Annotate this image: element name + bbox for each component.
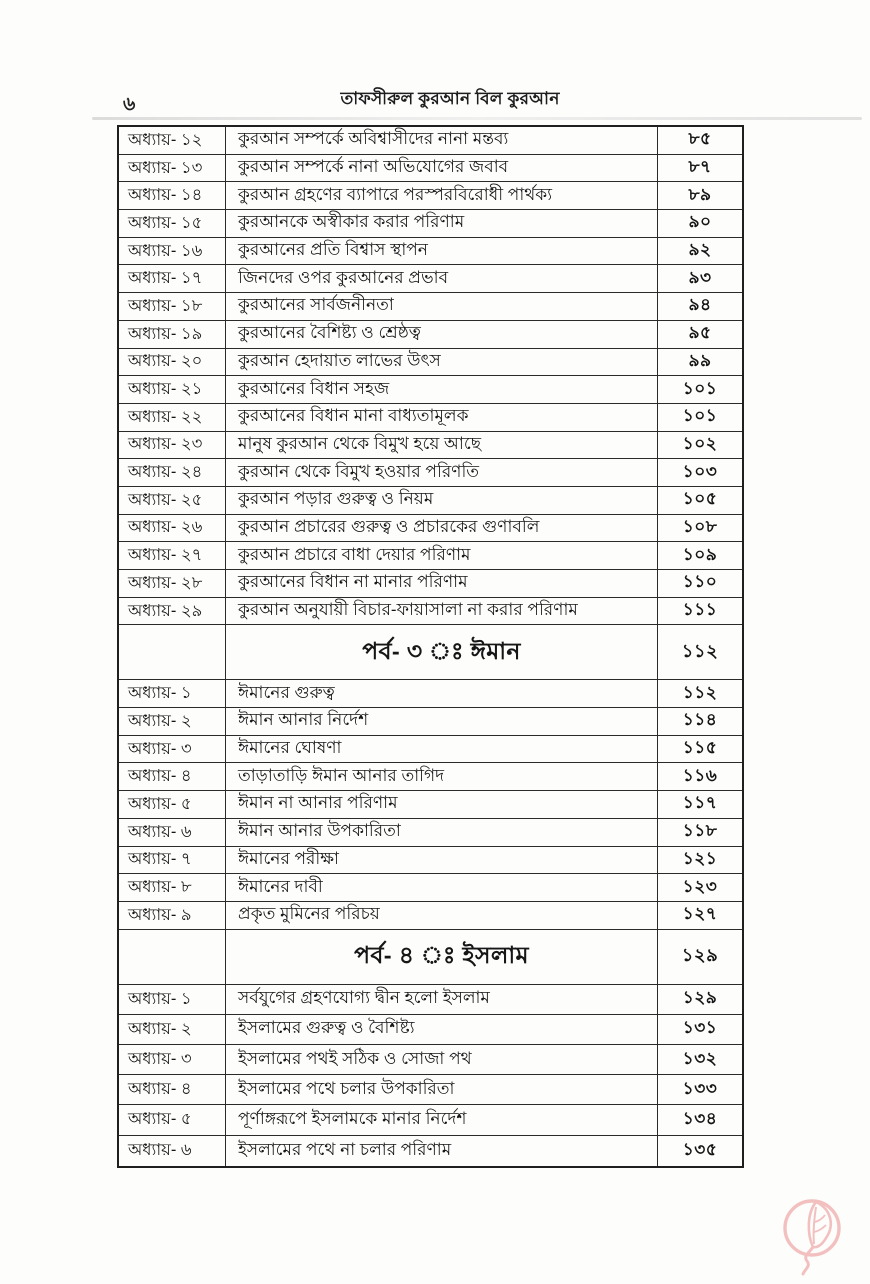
chapter-label: অধ্যায়- ৯ (119, 902, 226, 929)
chapter-title: কুরআন সম্পর্কে অবিশ্বাসীদের নানা মন্তব্য (226, 127, 658, 154)
chapter-label: অধ্যায়- ৪ (119, 763, 226, 790)
toc-row (119, 127, 742, 155)
chapter-title: প্রকৃত মুমিনের পরিচয় (226, 902, 658, 929)
chapter-title: জিনদের ওপর কুরআনের প্রভাব (226, 265, 658, 292)
chapter-label: অধ্যায়- ১৫ (119, 210, 226, 237)
toc-row (119, 515, 742, 543)
toc-row (119, 1105, 742, 1135)
toc-row (119, 570, 742, 598)
page-number-cell: ১১২ (682, 682, 718, 702)
chapter-label: অধ্যায়- ২৬ (119, 515, 226, 542)
chapter-title: কুরআনের বিধান না মানার পরিণাম (226, 570, 658, 597)
scan-artifact-line (92, 117, 862, 120)
toc-row (119, 847, 742, 875)
page-title: তাফসীরুল কুরআন বিল কুরআন (340, 89, 560, 108)
toc-row (119, 902, 742, 930)
chapter-label: অধ্যায়- ৫ (119, 1105, 226, 1134)
toc-row (119, 598, 742, 626)
toc-row (119, 376, 742, 404)
page-number-cell: ১১৫ (682, 738, 718, 758)
page-number-cell: ১১৭ (682, 793, 718, 813)
page-number-cell: ৯০ (688, 212, 712, 232)
chapter-label: অধ্যায়- ১৭ (119, 265, 226, 292)
chapter-label: অধ্যায়- ২৩ (119, 432, 226, 459)
page-number-cell: ১১৬ (682, 765, 718, 785)
page-number-cell: ৯৯ (688, 350, 712, 370)
toc-row (119, 182, 742, 210)
toc-row (119, 293, 742, 321)
section-title: পর্ব- ৩ ঃ ঈমান (226, 625, 658, 679)
page-number-cell: ৮৭ (688, 157, 712, 177)
toc-row (119, 487, 742, 515)
toc-row (119, 542, 742, 570)
page-number-cell: ১২৩ (682, 876, 718, 896)
page-number-cell: ১০৯ (682, 544, 718, 564)
chapter-label (119, 625, 226, 679)
chapter-title: ঈমান আনার নির্দেশ (226, 708, 658, 735)
page-number-cell: ৯৫ (688, 323, 712, 343)
chapter-title: ইসলামের পথে না চলার পরিণাম (226, 1136, 658, 1166)
page-number-cell: ১০২ (682, 433, 718, 453)
page-number-cell: ১১১ (682, 600, 718, 620)
toc-row (119, 708, 742, 736)
chapter-title: ইসলামের পথে চলার উপকারিতা (226, 1075, 658, 1104)
chapter-label: অধ্যায়- ৮ (119, 874, 226, 901)
toc-row (119, 404, 742, 432)
page-number-cell: ১০১ (682, 378, 718, 398)
page-number-cell: ১৩৫ (682, 1139, 718, 1159)
chapter-label: অধ্যায়- ২৯ (119, 598, 226, 625)
toc-row (119, 819, 742, 847)
chapter-label: অধ্যায়- ৩ (119, 736, 226, 763)
chapter-label (119, 930, 226, 984)
chapter-title: কুরআনের সার্বজনীনতা (226, 293, 658, 320)
publisher-quill-leaf-icon (778, 1192, 848, 1278)
chapter-title: তাড়াতাড়ি ঈমান আনার তাগিদ (226, 763, 658, 790)
chapter-title: ইসলামের পথই সঠিক ও সোজা পথ (226, 1045, 658, 1074)
chapter-label: অধ্যায়- ১৪ (119, 182, 226, 209)
chapter-title: ঈমানের পরীক্ষা (226, 847, 658, 874)
page-number: ৬ (123, 94, 136, 115)
page-number-cell: ৮৯ (688, 184, 712, 204)
toc-row (119, 210, 742, 238)
toc-table (117, 125, 744, 1168)
section-title: পর্ব- ৪ ঃ ইসলাম (226, 930, 658, 984)
page-number-cell: ১২১ (682, 848, 718, 868)
page-number-cell: ১১২ (681, 640, 719, 661)
chapter-label: অধ্যায়- ১ (119, 985, 226, 1014)
chapter-label: অধ্যায়- ২ (119, 708, 226, 735)
chapter-title: মানুষ কুরআন থেকে বিমুখ হয়ে আছে (226, 432, 658, 459)
chapter-title: কুরআনের বিধান সহজ (226, 376, 658, 403)
chapter-label: অধ্যায়- ১৮ (119, 293, 226, 320)
chapter-label: অধ্যায়- ২৭ (119, 542, 226, 569)
chapter-label: অধ্যায়- ১৩ (119, 155, 226, 182)
chapter-title: কুরআন পড়ার গুরুত্ব ও নিয়ম (226, 487, 658, 514)
chapter-title: সর্বযুগের গ্রহণযোগ্য দ্বীন হলো ইসলাম (226, 985, 658, 1014)
toc-row (119, 1015, 742, 1045)
chapter-title: কুরআন সম্পর্কে নানা অভিযোগের জবাব (226, 155, 658, 182)
toc-row (119, 680, 742, 708)
page-number-cell: ১৩২ (682, 1048, 718, 1068)
page-number-cell: ১২৯ (682, 988, 718, 1008)
chapter-label: অধ্যায়- ৭ (119, 847, 226, 874)
page-number-cell: ৯৪ (688, 295, 712, 315)
toc-row (119, 155, 742, 183)
chapter-label: অধ্যায়- ২১ (119, 376, 226, 403)
chapter-label: অধ্যায়- ৬ (119, 1136, 226, 1166)
page-number-cell: ১০৩ (682, 461, 718, 481)
toc-row (119, 1045, 742, 1075)
toc-row (119, 459, 742, 487)
toc-section-row (119, 625, 742, 680)
chapter-label: অধ্যায়- ২৮ (119, 570, 226, 597)
page-number-cell: ১০১ (682, 406, 718, 426)
chapter-title: ঈমানের ঘোষণা (226, 736, 658, 763)
chapter-title: কুরআন প্রচারের গুরুত্ব ও প্রচারকের গুণাবলি (226, 515, 658, 542)
toc-section-row (119, 930, 742, 985)
toc-row (119, 736, 742, 764)
toc-row (119, 791, 742, 819)
toc-row (119, 874, 742, 902)
chapter-title: কুরআন প্রচারে বাধা দেয়ার পরিণাম (226, 542, 658, 569)
page-number-cell: ১১৮ (682, 821, 718, 841)
chapter-title: কুরআনের বিধান মানা বাধ্যতামূলক (226, 404, 658, 431)
chapter-label: অধ্যায়- ৬ (119, 819, 226, 846)
chapter-title: ঈমানের গুরুত্ব (226, 680, 658, 707)
toc-row (119, 1136, 742, 1166)
toc-row (119, 265, 742, 293)
chapter-title: কুরআন গ্রহণের ব্যাপারে পরস্পরবিরোধী পার্থক্য (226, 182, 658, 209)
toc-row (119, 321, 742, 349)
page-number-cell: ১১০ (682, 572, 718, 592)
chapter-label: অধ্যায়- ২৫ (119, 487, 226, 514)
chapter-label: অধ্যায়- ১২ (119, 127, 226, 154)
chapter-title: পূর্ণাঙ্গরূপে ইসলামকে মানার নির্দেশ (226, 1105, 658, 1134)
chapter-label: অধ্যায়- ১ (119, 680, 226, 707)
chapter-title: ঈমান আনার উপকারিতা (226, 819, 658, 846)
page-number-cell: ১৩৪ (682, 1108, 718, 1128)
chapter-title: কুরআনকে অস্বীকার করার পরিণাম (226, 210, 658, 237)
toc-row (119, 1075, 742, 1105)
page-number-cell: ৮৫ (688, 129, 712, 149)
chapter-label: অধ্যায়- ৫ (119, 791, 226, 818)
chapter-label: অধ্যায়- ১৯ (119, 321, 226, 348)
chapter-title: কুরআনের বৈশিষ্ট্য ও শ্রেষ্ঠত্ব (226, 321, 658, 348)
toc-row (119, 349, 742, 377)
page-number-cell: ৯৩ (688, 267, 712, 287)
page-number-cell: ১০৮ (682, 516, 718, 536)
page-number-cell: ১২৭ (682, 904, 718, 924)
chapter-label: অধ্যায়- ৩ (119, 1045, 226, 1074)
chapter-title: ইসলামের গুরুত্ব ও বৈশিষ্ট্য (226, 1015, 658, 1044)
page-number-cell: ১০৫ (682, 489, 718, 509)
chapter-label: অধ্যায়- ২৪ (119, 459, 226, 486)
toc-row (119, 432, 742, 460)
chapter-label: অধ্যায়- ৪ (119, 1075, 226, 1104)
chapter-label: অধ্যায়- ২২ (119, 404, 226, 431)
page-number-cell: ১২৯ (681, 945, 719, 966)
toc-row (119, 238, 742, 266)
page-number-cell: ১১৪ (682, 710, 718, 730)
chapter-title: কুরআন অনুযায়ী বিচার-ফায়াসালা না করার পরিণাম (226, 598, 658, 625)
page-number-cell: ৯২ (688, 240, 712, 260)
chapter-label: অধ্যায়- ১৬ (119, 238, 226, 265)
page-number-cell: ১৩১ (682, 1018, 718, 1038)
toc-row (119, 763, 742, 791)
chapter-title: ঈমান না আনার পরিণাম (226, 791, 658, 818)
chapter-label: অধ্যায়- ২০ (119, 349, 226, 376)
chapter-title: কুরআন হেদায়াত লাভের উৎস (226, 349, 658, 376)
page-number-cell: ১৩৩ (682, 1078, 718, 1098)
chapter-title: ঈমানের দাবী (226, 874, 658, 901)
toc-row (119, 985, 742, 1015)
chapter-label: অধ্যায়- ২ (119, 1015, 226, 1044)
chapter-title: কুরআন থেকে বিমুখ হওয়ার পরিণতি (226, 459, 658, 486)
chapter-title: কুরআনের প্রতি বিশ্বাস স্থাপন (226, 238, 658, 265)
